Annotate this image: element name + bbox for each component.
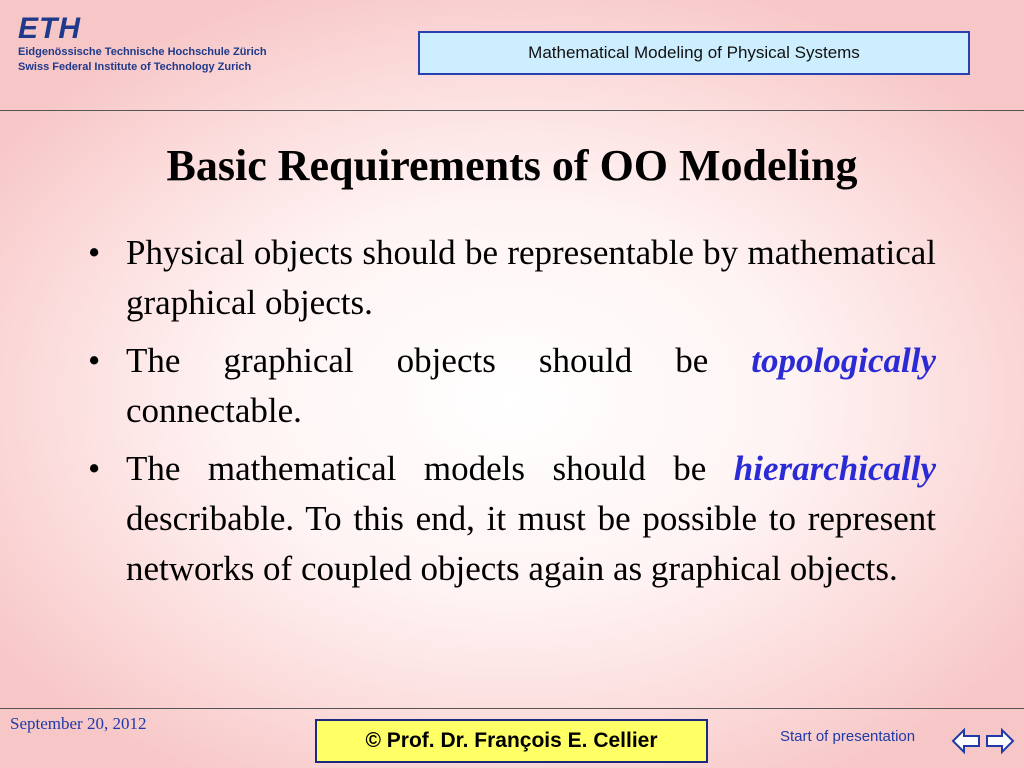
bullet-item xyxy=(84,336,936,436)
bullet-dot: • xyxy=(88,341,101,380)
bullet-text: Physical objects should be representable by mathematical graphical objects. xyxy=(126,233,936,322)
bullet-text-pre: The graphical objects should be xyxy=(126,341,752,380)
bullet-dot: • xyxy=(88,449,101,488)
bullet-item xyxy=(84,228,936,328)
footer-date: September 20, 2012 xyxy=(10,714,147,733)
author-box xyxy=(315,719,708,763)
course-title: Mathematical Modeling of Physical Systems xyxy=(528,43,860,62)
arrow-right-icon[interactable] xyxy=(985,726,1015,761)
footer-divider xyxy=(0,708,1024,709)
slide-title: Basic Requirements of OO Modeling xyxy=(166,141,858,190)
bullet-emphasis: hierarchically xyxy=(733,449,936,488)
nav-arrows xyxy=(951,726,1015,761)
bullet-list xyxy=(84,228,936,602)
bullet-emphasis: topologically xyxy=(751,341,936,380)
arrow-left-icon[interactable] xyxy=(951,726,981,761)
bullet-text-pre: The mathematical models should be xyxy=(126,449,734,488)
bullet-item xyxy=(84,444,936,594)
header-divider xyxy=(0,110,1024,111)
start-of-presentation-link[interactable]: Start of presentation xyxy=(780,728,916,745)
eth-logo-mark: ETH xyxy=(18,12,81,45)
bullet-text-post: describable. To this end, it must be possible to represent networks of coupled objects again as graphical objects. xyxy=(126,499,936,588)
bullet-text-post: connectable. xyxy=(126,391,302,430)
course-title-box xyxy=(418,31,970,75)
eth-logo-line-german: Eidgenössische Technische Hochschule Zürich xyxy=(18,46,267,58)
bullet-dot: • xyxy=(88,233,101,272)
eth-logo xyxy=(18,14,267,74)
author-credit: © Prof. Dr. François E. Cellier xyxy=(365,729,658,752)
eth-logo-line-english: Swiss Federal Institute of Technology Zurich xyxy=(18,61,252,73)
